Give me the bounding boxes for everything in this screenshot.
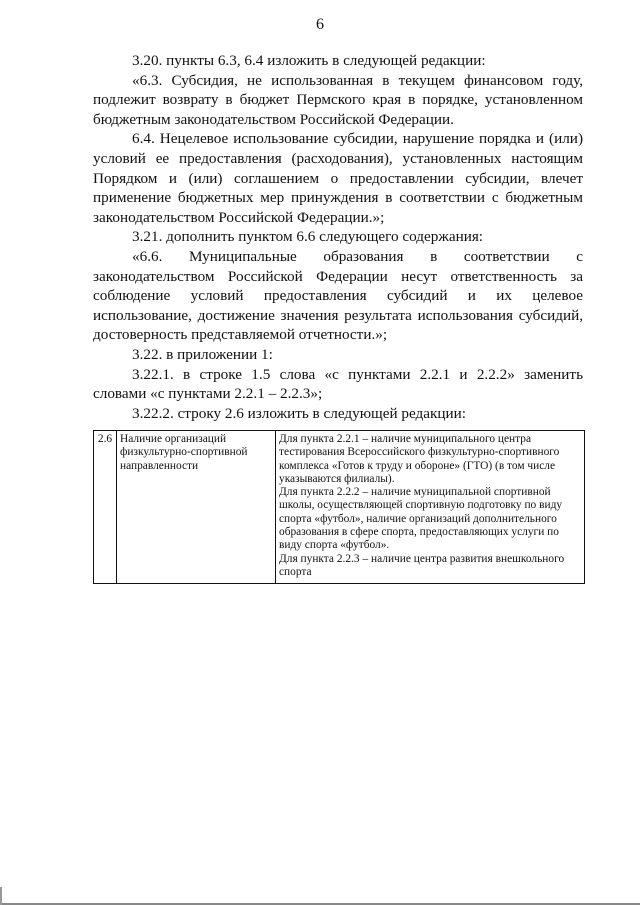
- paragraph-3-22: 3.22. в приложении 1:: [132, 345, 273, 363]
- paragraph-3-22-1: 3.22.1. в строке 1.5 слова «с пунктами 2.2.1 и 2.2.2» заменить словами «с пунктами 2.2.1 – 2.2.3»;: [93, 365, 583, 403]
- indicator-description-cell: [276, 431, 585, 584]
- appendix-table: [93, 430, 585, 584]
- description-item-2-2-2: Для пункта 2.2.2 – наличие муниципальной спортивной школы, осуществляющей спортивную подготовку по виду спорта «футбол», наличие организаций дополнительного образования в сфере спорта, предоставляющих услуги по виду спорта «футбол».: [279, 486, 563, 552]
- document-body: [93, 51, 583, 423]
- description-item-2-2-1: Для пункта 2.2.1 – наличие муниципального центра тестирования Всероссийского физкультурно-спортивного комплекса «Готов к труду и обороне» (ГТО) (в том числе указываются филиалы).: [279, 433, 560, 485]
- indicator-name-cell: Наличие организаций физкультурно-спортивной направленности: [117, 431, 276, 584]
- table-row: [94, 431, 585, 584]
- paragraph-6-3: «6.3. Субсидия, не использованная в текущем финансовом году, подлежит возврату в бюджет Пермского края в порядке, установленном бюджетным законодательством Российской Федерации.: [93, 71, 583, 128]
- row-number-cell: 2.6: [94, 431, 117, 584]
- paragraph-6-6: «6.6. Муниципальные образования в соответствии с законодательством Российской Федерации несут ответственность за соблюдение условий предоставления субсидий и их целевое использование, достижение значения результата использования субсидий, достоверность представляемой отчетности.»;: [93, 247, 583, 344]
- paragraph-3-22-2: 3.22.2. строку 2.6 изложить в следующей редакции:: [132, 404, 466, 422]
- paragraph-3-20: 3.20. пункты 6.3, 6.4 изложить в следующей редакции:: [132, 52, 486, 69]
- paragraph-6-4: 6.4. Нецелевое использование субсидии, нарушение порядка и (или) условий ее предоставления (расходования), установленных настоящим Порядком и (или) соглашением о предоставлении субсидии, влечет применение бюджетных мер принуждения в соответствии с бюджетным законодательством Российской Федерации.»;: [93, 130, 583, 226]
- page-number: 6: [316, 16, 324, 33]
- scan-edge-corner: [0, 887, 2, 905]
- description-item-2-2-3: Для пункта 2.2.3 – наличие центра развития внешкольного спорта: [279, 552, 565, 578]
- paragraph-3-21: 3.21. дополнить пунктом 6.6 следующего содержания:: [132, 228, 484, 246]
